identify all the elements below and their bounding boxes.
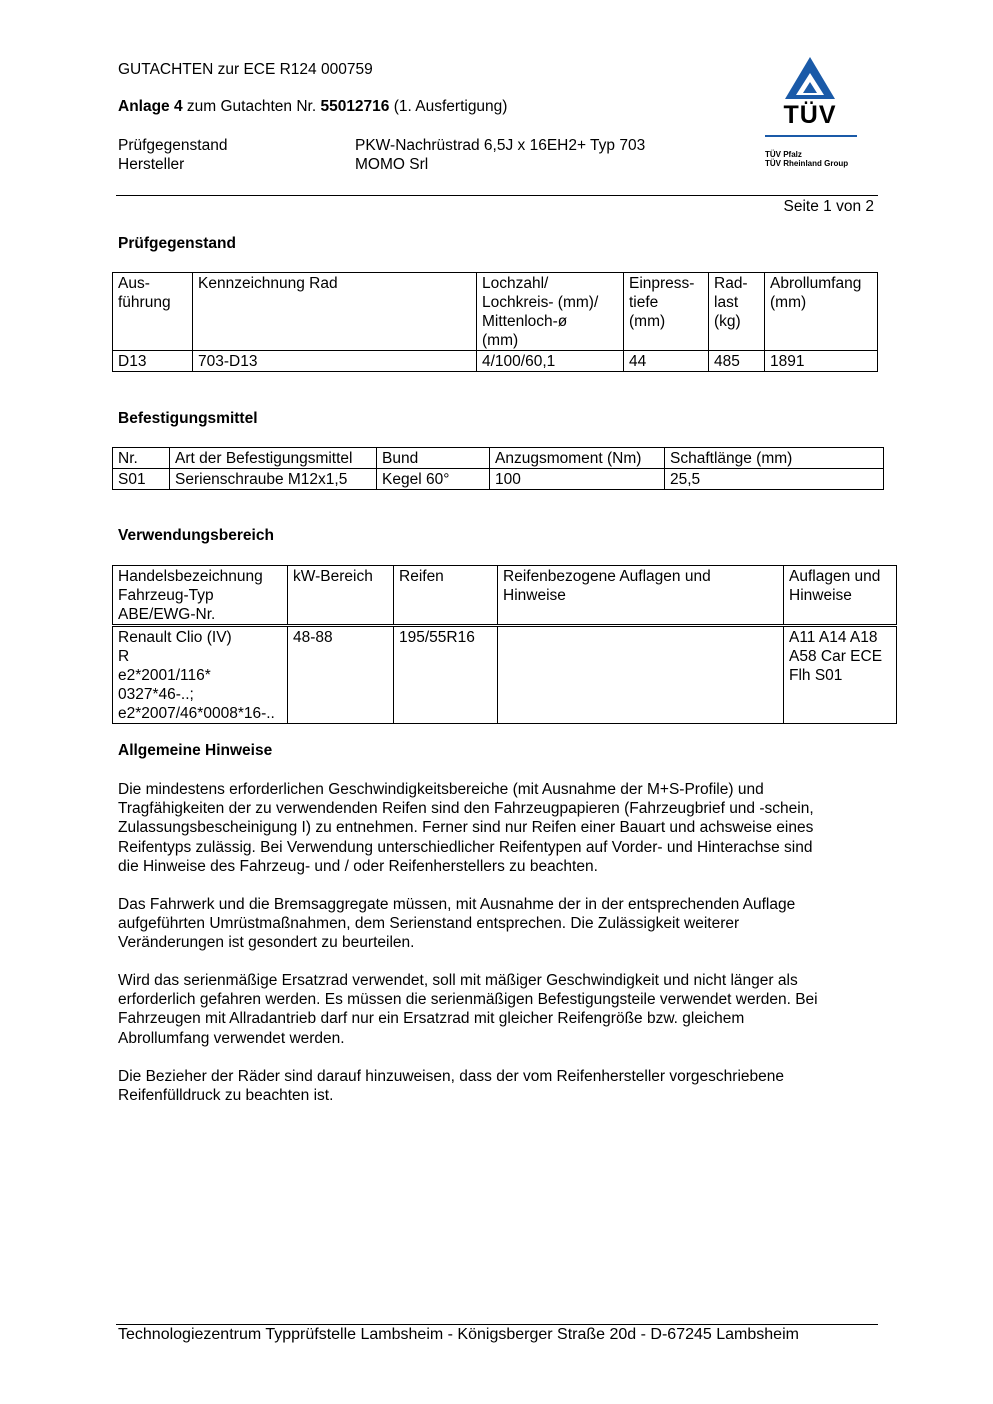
header-cell: Anzugsmoment (Nm) <box>490 448 665 469</box>
header-cell: kW-Bereich <box>288 566 394 626</box>
logo-rule <box>765 135 857 137</box>
cell-reifen: 195/55R16 <box>394 626 498 724</box>
cell-handelsbezeichnung: Renault Clio (IV) R e2*2001/116* 0327*46-..; e2*2007/46*0008*16-.. <box>113 626 288 724</box>
anlage-label: Anlage 4 <box>118 98 183 115</box>
header-cell: Einpress- tiefe (mm) <box>624 273 709 351</box>
table-row <box>113 626 897 724</box>
cell-art: Serienschraube M12x1,5 <box>170 469 377 490</box>
section-pruefgegenstand: Prüfgegenstand <box>118 235 236 252</box>
anlage-end: (1. Ausfertigung) <box>389 98 508 115</box>
paragraph: Die mindestens erforderlichen Geschwindigkeitsbereiche (mit Ausnahme der M+S-Profile) und Tragfähigkeiten der zu verwendenden Reifen sind den Fahrzeugpapieren (Fahrzeugbrief und -schein, Zulassungsbescheinigung I) zu entnehmen. Ferner sind nur Reifen einer Bauart und achsweise eines Reifentyps zulässig. Bei Verwendung unterschiedlicher Reifentypen auf Vorder- und Hinterachse sind die Hinweise des Fahrzeug- und / oder Reifenherstellers zu beachten. <box>118 781 814 875</box>
header-cell: Kennzeichnung Rad <box>193 273 477 351</box>
hersteller-value: MOMO Srl <box>355 156 429 173</box>
cell-kennzeichnung: 703-D13 <box>193 351 477 372</box>
section-allgemeine-hinweise: Allgemeine Hinweise <box>118 742 273 759</box>
gutachten-number: 55012716 <box>320 98 390 115</box>
header-cell: Aus- führung <box>113 273 193 351</box>
table-row <box>113 469 884 490</box>
tuev-logo <box>760 55 860 175</box>
paragraph: Wird das serienmäßige Ersatzrad verwendet, soll mit mäßiger Geschwindigkeit und nicht länger als erforderlich gefahren werden. Es müssen die serienmäßigen Befestigungsteile verwendet werden. Bei Fahrzeugen mit Allradantrieb darf nur ein Ersatzrad mit gleicher Reifengröße bzw. gleichem Abrollumfang verwendet werden. <box>118 972 818 1047</box>
header-cell: Nr. <box>113 448 170 469</box>
header-cell: Reifenbezogene Auflagen und Hinweise <box>498 566 784 626</box>
table-header-row <box>113 566 897 626</box>
section-verwendungsbereich: Verwendungsbereich <box>118 527 274 544</box>
header-cell: Rad- last (kg) <box>709 273 765 351</box>
pruefgegenstand-table <box>112 272 878 372</box>
header-cell: Handelsbezeichnung Fahrzeug-Typ ABE/EWG-Nr. <box>113 566 288 626</box>
header-cell: Schaftlänge (mm) <box>665 448 884 469</box>
table-header-row <box>113 448 884 469</box>
header-cell: Reifen <box>394 566 498 626</box>
anlage-line <box>118 97 507 116</box>
befestigung-table <box>112 447 884 490</box>
cell-bund: Kegel 60° <box>377 469 490 490</box>
cell-einpresstiefe: 44 <box>624 351 709 372</box>
header-cell: Auflagen und Hinweise <box>784 566 897 626</box>
tuev-sub1: TÜV Pfalz <box>765 150 802 159</box>
tuev-sub2: TÜV Rheinland Group <box>765 159 849 168</box>
paragraph: Das Fahrwerk und die Bremsaggregate müssen, mit Ausnahme der in der entsprechenden Auflage aufgeführten Umrüstmaßnahmen, dem Serienstand entsprechen. Die Zulässigkeit weiterer Veränderungen ist gesondert zu beurteilen. <box>118 896 796 952</box>
header-divider <box>116 195 878 196</box>
table-header-row <box>113 273 878 351</box>
tuev-brand: TÜV <box>783 101 837 129</box>
document-title: GUTACHTEN zur ECE R124 000759 <box>118 61 373 78</box>
cell-ausfuehrung: D13 <box>113 351 193 372</box>
paragraph: Die Bezieher der Räder sind darauf hinzuweisen, dass der vom Reifenhersteller vorgeschriebene Reifenfülldruck zu beachten ist. <box>118 1068 784 1105</box>
anlage-mid: zum Gutachten Nr. <box>182 98 321 115</box>
header-cell: Bund <box>377 448 490 469</box>
hersteller-label: Hersteller <box>118 156 185 173</box>
cell-auflagen: A11 A14 A18 A58 Car ECE Flh S01 <box>784 626 897 724</box>
cell-anzugsmoment: 100 <box>490 469 665 490</box>
header-cell: Art der Befestigungsmittel <box>170 448 377 469</box>
header-cell: Abrollumfang (mm) <box>765 273 878 351</box>
cell-kw-bereich: 48-88 <box>288 626 394 724</box>
header-cell: Lochzahl/ Lochkreis- (mm)/ Mittenloch-ø (mm) <box>477 273 624 351</box>
cell-radlast: 485 <box>709 351 765 372</box>
verwendung-table <box>112 565 897 724</box>
cell-reifen-auflagen <box>498 626 784 724</box>
pruefgegenstand-label: Prüfgegenstand <box>118 137 228 154</box>
cell-lochzahl: 4/100/60,1 <box>477 351 624 372</box>
cell-abrollumfang: 1891 <box>765 351 878 372</box>
section-befestigungsmittel: Befestigungsmittel <box>118 410 258 427</box>
footer-text: Technologiezentrum Typprüfstelle Lambsheim - Königsberger Straße 20d - D-67245 Lambsheim <box>118 1326 799 1343</box>
cell-schaftlaenge: 25,5 <box>665 469 884 490</box>
pruefgegenstand-value: PKW-Nachrüstrad 6,5J x 16EH2+ Typ 703 <box>355 137 646 154</box>
cell-nr: S01 <box>113 469 170 490</box>
page-info: Seite 1 von 2 <box>783 198 874 215</box>
table-row <box>113 351 878 372</box>
